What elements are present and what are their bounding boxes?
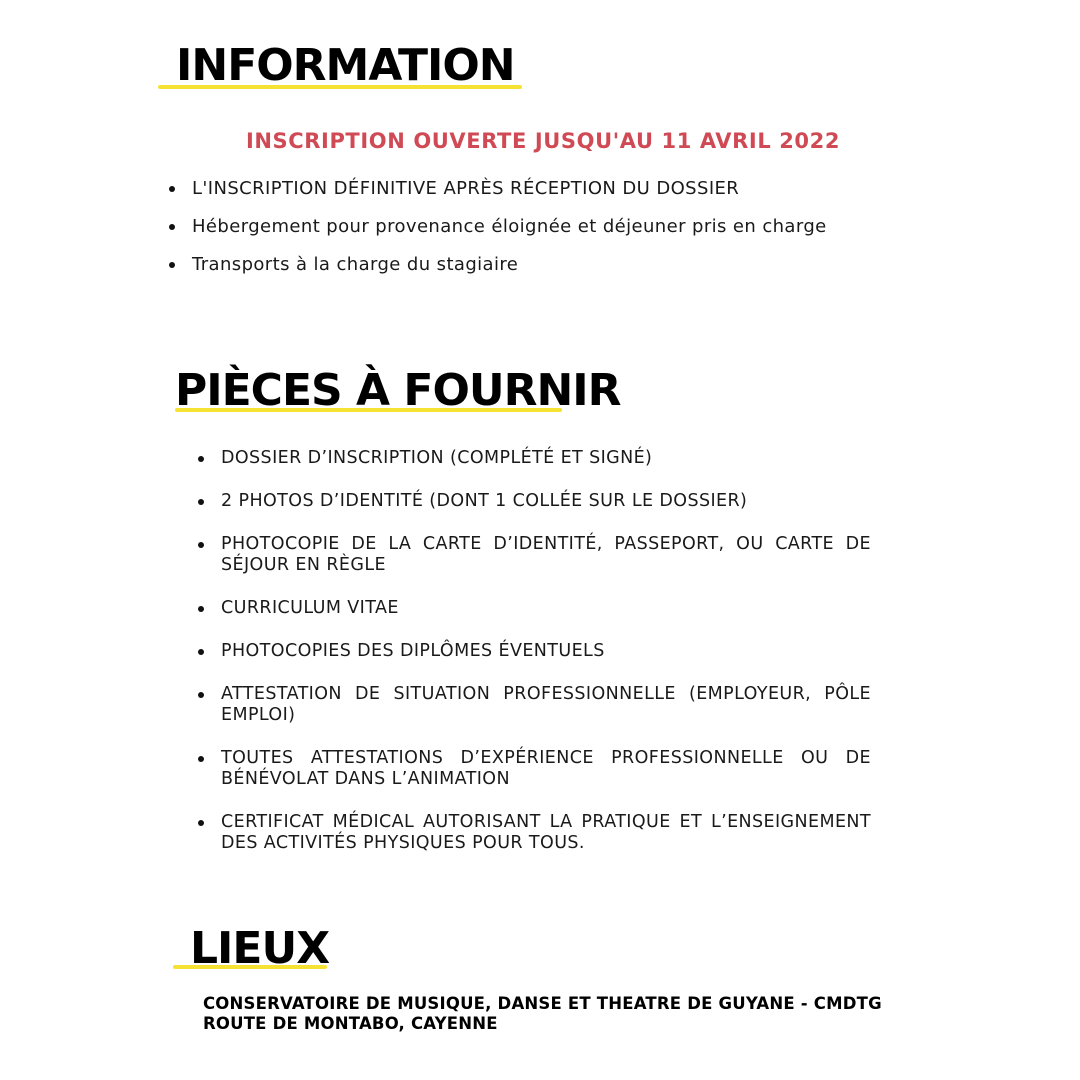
pieces-title: PIÈCES À FOURNIR	[175, 365, 621, 416]
list-item: PHOTOCOPIE DE LA CARTE D’IDENTITÉ, PASSEPORT, OU CARTE DE SÉJOUR EN RÈGLE	[221, 534, 871, 575]
documents-list	[221, 448, 871, 876]
list-item: Transports à la charge du stagiaire	[192, 253, 892, 277]
registration-deadline: INSCRIPTION OUVERTE JUSQU'AU 11 AVRIL 2022	[245, 129, 841, 153]
venue-name: CONSERVATOIRE DE MUSIQUE, DANSE ET THEATRE DE GUYANE - CMDTG	[203, 994, 882, 1013]
list-item: L'INSCRIPTION DÉFINITIVE APRÈS RÉCEPTION DU DOSSIER	[192, 177, 892, 201]
information-title: INFORMATION	[176, 40, 515, 91]
lieux-title: LIEUX	[190, 923, 330, 974]
list-item: DOSSIER D’INSCRIPTION (COMPLÉTÉ ET SIGNÉ)	[221, 448, 871, 469]
list-item: CURRICULUM VITAE	[221, 598, 871, 619]
venue-street: ROUTE DE MONTABO, CAYENNE	[203, 1014, 498, 1033]
information-list	[192, 177, 892, 291]
list-item: CERTIFICAT MÉDICAL AUTORISANT LA PRATIQUE ET L’ENSEIGNEMENT DES ACTIVITÉS PHYSIQUES POUR TOUS.	[221, 812, 871, 853]
list-item: Hébergement pour provenance éloignée et déjeuner pris en charge	[192, 215, 892, 239]
venue-address	[203, 994, 882, 1034]
list-item: 2 PHOTOS D’IDENTITÉ (DONT 1 COLLÉE SUR LE DOSSIER)	[221, 491, 871, 512]
list-item: ATTESTATION DE SITUATION PROFESSIONNELLE (EMPLOYEUR, PÔLE EMPLOI)	[221, 684, 871, 725]
list-item: PHOTOCOPIES DES DIPLÔMES ÉVENTUELS	[221, 641, 871, 662]
list-item: TOUTES ATTESTATIONS D’EXPÉRIENCE PROFESSIONNELLE OU DE BÉNÉVOLAT DANS L’ANIMATION	[221, 748, 871, 789]
